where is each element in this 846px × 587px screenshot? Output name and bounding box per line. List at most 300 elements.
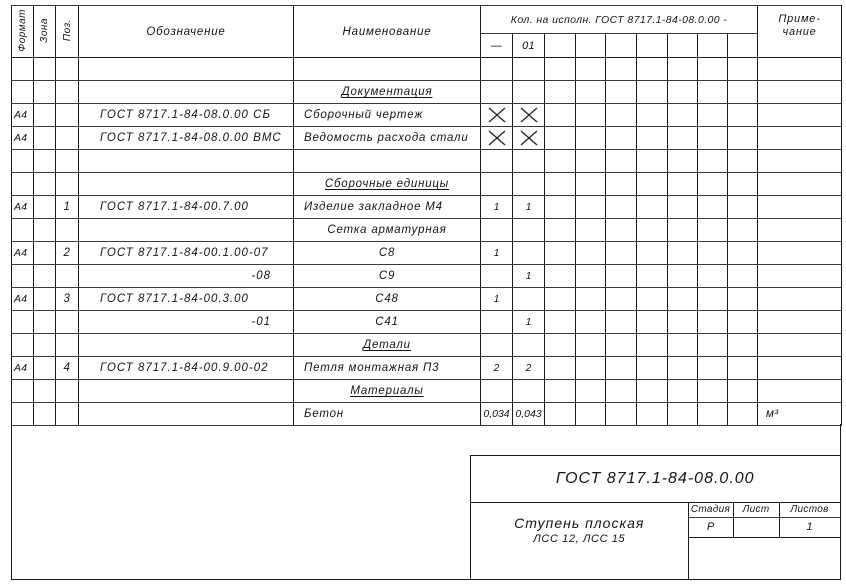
designation-cell: ГОСТ 8717.1-84-08.0.00 СБ	[79, 104, 294, 127]
quantity-cell	[668, 104, 698, 127]
quantity-column-header	[698, 34, 728, 58]
quantity-cell	[728, 265, 758, 288]
quantity-cell	[668, 219, 698, 242]
quantity-cell	[576, 173, 606, 196]
quantity-cell	[728, 219, 758, 242]
zone-cell	[34, 173, 56, 196]
quantity-cell	[513, 104, 545, 127]
quantity-cell	[668, 334, 698, 357]
quantity-cell	[668, 196, 698, 219]
quantity-cell	[606, 334, 637, 357]
quantity-cell	[698, 104, 728, 127]
title-block	[470, 455, 840, 579]
quantity-cell	[513, 288, 545, 311]
format-cell	[12, 311, 34, 334]
quantity-column-header	[728, 34, 758, 58]
zone-cell	[34, 219, 56, 242]
sheets-value: 1	[806, 521, 813, 533]
item-name: Сборочный чертеж	[304, 109, 424, 121]
quantity-cell	[545, 150, 576, 173]
quantity-cell	[698, 173, 728, 196]
format-cell: A4	[12, 288, 34, 311]
format-cell: A4	[12, 242, 34, 265]
quantity-cell	[698, 127, 728, 150]
sheet-value	[734, 518, 780, 537]
quantity-cell	[606, 219, 637, 242]
note-cell	[758, 334, 842, 357]
quantity-cell	[728, 242, 758, 265]
designation-cell: ГОСТ 8717.1-84-00.9.00-02	[79, 357, 294, 380]
note-cell	[758, 173, 842, 196]
quantity-cell	[728, 127, 758, 150]
position-cell	[56, 334, 79, 357]
quantity-cell	[606, 242, 637, 265]
name-cell	[294, 357, 481, 380]
quantity-cell	[513, 58, 545, 81]
table-row	[12, 173, 842, 196]
note-cell	[758, 357, 842, 380]
quantity-cell	[698, 81, 728, 104]
note-cell	[758, 242, 842, 265]
quantity-cell: 1	[481, 242, 513, 265]
quantity-cell	[545, 242, 576, 265]
title-designation: ГОСТ 8717.1-84-08.0.00	[471, 456, 840, 503]
designation-cell: ГОСТ 8717.1-84-00.1.00-07	[79, 242, 294, 265]
table-row	[12, 311, 842, 334]
table-row	[12, 334, 842, 357]
quantity-cell	[698, 242, 728, 265]
quantity-cell	[513, 380, 545, 403]
position-cell: 2	[56, 242, 79, 265]
quantity-cell	[637, 288, 668, 311]
sheets-label: Листов	[790, 504, 829, 515]
quantity-cell	[481, 150, 513, 173]
quantity-cell	[728, 173, 758, 196]
item-name: Ведомость расхода стали	[304, 132, 469, 144]
designation-cell: ГОСТ 8717.1-84-00.3.00	[79, 288, 294, 311]
quantity-cell	[545, 357, 576, 380]
quantity-cell	[637, 265, 668, 288]
designation-cell: ГОСТ 8717.1-84-08.0.00 ВМС	[79, 127, 294, 150]
table-row	[12, 196, 842, 219]
header-row-top	[12, 6, 842, 34]
quantity-cell	[576, 219, 606, 242]
quantity-cell	[637, 311, 668, 334]
stage-sheet-values-row	[689, 518, 840, 538]
designation-cell: -01	[79, 311, 294, 334]
note-column-header	[758, 6, 842, 58]
quantity-cell	[728, 58, 758, 81]
position-cell	[56, 81, 79, 104]
position-cell	[56, 219, 79, 242]
quantity-column-header	[606, 34, 637, 58]
position-cell	[56, 127, 79, 150]
item-name: Петля монтажная П3	[304, 362, 440, 374]
format-cell	[12, 334, 34, 357]
quantity-cell	[606, 58, 637, 81]
quantity-cell	[481, 58, 513, 81]
quantity-cell	[668, 311, 698, 334]
name-cell	[294, 334, 481, 357]
zone-cell	[34, 357, 56, 380]
quantity-cell	[728, 150, 758, 173]
quantity-cell	[606, 265, 637, 288]
quantity-cell	[728, 403, 758, 426]
quantity-group-header: Кол. на исполн. ГОСТ 8717.1-84-08.0.00 -	[481, 6, 758, 34]
table-body	[12, 58, 842, 426]
item-name: Бетон	[304, 408, 344, 420]
quantity-cell	[513, 150, 545, 173]
quantity-cell	[637, 58, 668, 81]
quantity-cell	[545, 403, 576, 426]
quantity-cell	[698, 380, 728, 403]
specification-table	[11, 5, 842, 426]
name-cell	[294, 311, 481, 334]
table-header	[12, 6, 842, 58]
table-row	[12, 288, 842, 311]
note-cell	[758, 265, 842, 288]
quantity-cell	[668, 357, 698, 380]
quantity-cell: 1	[513, 265, 545, 288]
item-name: С9	[378, 270, 396, 282]
quantity-cell	[698, 196, 728, 219]
quantity-cell	[668, 150, 698, 173]
quantity-cell	[637, 81, 668, 104]
quantity-column-header	[545, 34, 576, 58]
quantity-cell	[576, 380, 606, 403]
sheet-label: Лист	[734, 503, 780, 517]
zone-cell	[34, 334, 56, 357]
quantity-cell	[576, 403, 606, 426]
quantity-cell	[545, 127, 576, 150]
quantity-cell	[576, 196, 606, 219]
quantity-cell	[576, 81, 606, 104]
quantity-cell	[576, 311, 606, 334]
note-cell	[758, 127, 842, 150]
designation-cell: ГОСТ 8717.1-84-00.7.00	[79, 196, 294, 219]
product-name: Ступень плоская	[514, 514, 645, 531]
quantity-cell	[576, 288, 606, 311]
zone-cell	[34, 196, 56, 219]
quantity-cell	[481, 334, 513, 357]
x-mark-icon	[518, 129, 540, 147]
format-cell	[12, 265, 34, 288]
note-header-line2: чание	[782, 26, 817, 38]
quantity-column-header: —	[481, 34, 513, 58]
quantity-cell	[606, 196, 637, 219]
quantity-cell: 0,034	[481, 403, 513, 426]
quantity-cell	[637, 357, 668, 380]
format-cell: A4	[12, 127, 34, 150]
table-row	[12, 58, 842, 81]
quantity-cell	[481, 127, 513, 150]
table-row	[12, 219, 842, 242]
name-cell	[294, 265, 481, 288]
table-row	[12, 403, 842, 426]
position-column-header	[56, 6, 79, 58]
quantity-cell	[698, 403, 728, 426]
quantity-cell	[545, 311, 576, 334]
section-heading: Сборочные единицы	[324, 178, 450, 190]
quantity-cell	[545, 334, 576, 357]
quantity-cell	[513, 173, 545, 196]
zone-cell	[34, 288, 56, 311]
quantity-cell: 1	[513, 311, 545, 334]
quantity-cell	[698, 58, 728, 81]
quantity-cell	[698, 334, 728, 357]
designation-column-header: Обозначение	[79, 6, 294, 58]
name-cell	[294, 219, 481, 242]
quantity-cell	[668, 403, 698, 426]
name-cell	[294, 58, 481, 81]
quantity-cell	[545, 288, 576, 311]
quantity-cell	[668, 58, 698, 81]
quantity-cell	[637, 380, 668, 403]
quantity-cell	[728, 357, 758, 380]
product-marks: ЛСС 12, ЛСС 15	[533, 532, 626, 545]
quantity-cell	[698, 311, 728, 334]
zone-cell	[34, 104, 56, 127]
stage-label: Стадия	[689, 503, 734, 517]
section-heading: Детали	[363, 339, 411, 351]
position-cell	[56, 403, 79, 426]
quantity-cell	[576, 265, 606, 288]
quantity-cell	[606, 150, 637, 173]
table-row	[12, 357, 842, 380]
position-cell	[56, 380, 79, 403]
quantity-column-header	[668, 34, 698, 58]
quantity-cell: 2	[513, 357, 545, 380]
quantity-cell	[606, 403, 637, 426]
table-row	[12, 265, 842, 288]
note-cell	[758, 150, 842, 173]
quantity-cell	[698, 357, 728, 380]
quantity-cell	[668, 81, 698, 104]
quantity-cell	[513, 334, 545, 357]
quantity-column-header	[576, 34, 606, 58]
x-mark-icon	[518, 106, 540, 124]
zone-cell	[34, 311, 56, 334]
quantity-cell	[576, 127, 606, 150]
zone-column-header	[34, 6, 56, 58]
note-cell	[758, 311, 842, 334]
quantity-cell	[668, 127, 698, 150]
quantity-cell	[698, 150, 728, 173]
quantity-cell	[513, 219, 545, 242]
table-row	[12, 104, 842, 127]
format-cell: A4	[12, 104, 34, 127]
format-cell: A4	[12, 357, 34, 380]
name-cell	[294, 380, 481, 403]
quantity-cell	[513, 81, 545, 104]
position-cell	[56, 311, 79, 334]
position-cell: 3	[56, 288, 79, 311]
quantity-cell	[481, 265, 513, 288]
quantity-cell	[637, 403, 668, 426]
quantity-cell: 0,043	[513, 403, 545, 426]
note-header-line1: Приме-	[778, 13, 821, 25]
quantity-cell	[698, 288, 728, 311]
name-cell	[294, 288, 481, 311]
item-name: С41	[375, 316, 399, 328]
stage-sheet-labels-row	[689, 503, 840, 518]
format-header-label: Формат	[17, 8, 28, 52]
quantity-cell	[637, 173, 668, 196]
table-row	[12, 81, 842, 104]
x-mark-icon	[486, 129, 508, 147]
quantity-cell	[606, 380, 637, 403]
section-heading: Документация	[341, 86, 433, 98]
quantity-cell	[576, 104, 606, 127]
quantity-cell	[606, 81, 637, 104]
name-cell	[294, 127, 481, 150]
quantity-cell	[637, 196, 668, 219]
quantity-cell	[728, 81, 758, 104]
zone-cell	[34, 380, 56, 403]
zone-cell	[34, 81, 56, 104]
note-cell	[758, 288, 842, 311]
quantity-cell	[728, 334, 758, 357]
designation-cell	[79, 58, 294, 81]
quantity-cell	[481, 219, 513, 242]
format-cell	[12, 403, 34, 426]
quantity-cell	[576, 334, 606, 357]
table-row	[12, 127, 842, 150]
zone-cell	[34, 265, 56, 288]
note-cell: м³	[758, 403, 842, 426]
quantity-cell	[637, 104, 668, 127]
quantity-cell	[545, 173, 576, 196]
designation-cell: -08	[79, 265, 294, 288]
quantity-cell	[637, 242, 668, 265]
quantity-cell	[481, 81, 513, 104]
stage-value: Р	[689, 518, 734, 537]
format-cell	[12, 58, 34, 81]
quantity-cell: 1	[481, 196, 513, 219]
zone-header-label: Зона	[39, 17, 50, 43]
name-cell	[294, 242, 481, 265]
quantity-cell: 2	[481, 357, 513, 380]
quantity-cell	[545, 380, 576, 403]
position-cell	[56, 150, 79, 173]
format-cell	[12, 173, 34, 196]
name-cell	[294, 81, 481, 104]
designation-cell	[79, 173, 294, 196]
quantity-cell	[606, 288, 637, 311]
format-column-header	[12, 6, 34, 58]
note-cell	[758, 81, 842, 104]
quantity-cell	[606, 104, 637, 127]
quantity-cell	[576, 242, 606, 265]
quantity-cell	[728, 104, 758, 127]
quantity-cell	[698, 219, 728, 242]
designation-cell	[79, 380, 294, 403]
name-cell	[294, 403, 481, 426]
quantity-cell	[481, 311, 513, 334]
quantity-cell	[545, 58, 576, 81]
table-row	[12, 150, 842, 173]
quantity-cell	[637, 150, 668, 173]
item-name: Сетка арматурная	[327, 224, 447, 236]
format-cell	[12, 81, 34, 104]
zone-cell	[34, 150, 56, 173]
quantity-cell	[545, 219, 576, 242]
zone-cell	[34, 127, 56, 150]
quantity-column-header	[637, 34, 668, 58]
position-cell	[56, 104, 79, 127]
x-mark-icon	[486, 106, 508, 124]
quantity-cell	[481, 104, 513, 127]
quantity-cell	[513, 127, 545, 150]
table-row	[12, 380, 842, 403]
note-cell	[758, 380, 842, 403]
quantity-cell	[545, 196, 576, 219]
quantity-cell	[728, 288, 758, 311]
quantity-cell	[637, 334, 668, 357]
quantity-cell	[668, 173, 698, 196]
position-cell	[56, 173, 79, 196]
stage-sheet-block	[688, 503, 840, 579]
quantity-cell	[481, 380, 513, 403]
designation-cell	[79, 334, 294, 357]
designation-cell	[79, 403, 294, 426]
quantity-cell	[606, 357, 637, 380]
name-cell	[294, 173, 481, 196]
zone-cell	[34, 58, 56, 81]
quantity-cell	[637, 219, 668, 242]
quantity-cell	[728, 380, 758, 403]
product-name-cell	[471, 503, 688, 579]
designation-cell	[79, 150, 294, 173]
quantity-cell	[728, 311, 758, 334]
position-cell: 1	[56, 196, 79, 219]
format-cell	[12, 150, 34, 173]
item-name: С48	[375, 293, 399, 305]
name-column-header: Наименование	[294, 6, 481, 58]
quantity-cell	[668, 380, 698, 403]
quantity-cell	[668, 288, 698, 311]
designation-cell	[79, 219, 294, 242]
table-row	[12, 242, 842, 265]
item-name: С8	[378, 247, 396, 259]
format-cell: A4	[12, 196, 34, 219]
item-name: Изделие закладное М4	[304, 201, 443, 213]
quantity-cell	[637, 127, 668, 150]
quantity-cell	[481, 173, 513, 196]
name-cell	[294, 104, 481, 127]
quantity-cell	[576, 150, 606, 173]
position-cell	[56, 265, 79, 288]
quantity-cell	[728, 196, 758, 219]
position-cell: 4	[56, 357, 79, 380]
quantity-cell	[576, 357, 606, 380]
quantity-cell	[698, 265, 728, 288]
format-cell	[12, 380, 34, 403]
note-cell	[758, 219, 842, 242]
section-heading: Материалы	[350, 385, 424, 397]
quantity-cell	[668, 265, 698, 288]
designation-cell	[79, 81, 294, 104]
quantity-cell	[545, 81, 576, 104]
quantity-cell	[545, 265, 576, 288]
note-cell	[758, 104, 842, 127]
quantity-column-header: 01	[513, 34, 545, 58]
quantity-cell	[576, 58, 606, 81]
quantity-cell	[606, 173, 637, 196]
quantity-cell	[545, 104, 576, 127]
zone-cell	[34, 403, 56, 426]
position-header-label: Поз.	[61, 18, 73, 42]
